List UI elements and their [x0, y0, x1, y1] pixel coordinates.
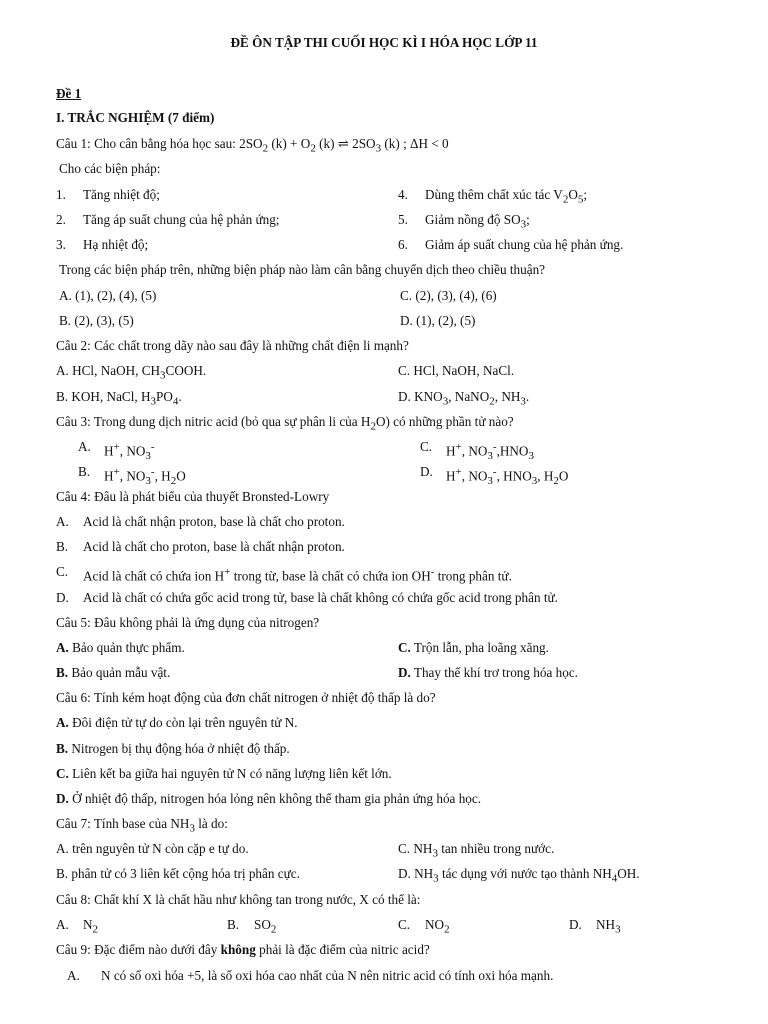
question-9-option-a-label: A.	[67, 968, 80, 983]
question-6-option-d: D. Ở nhiệt độ thấp, nitrogen hóa lỏng nên không thể tham gia phản ứng hóa học.	[56, 791, 482, 806]
measure-6-number: 6.	[398, 237, 408, 252]
question-3-option-b-label: B.	[78, 464, 91, 479]
question-4-option-d-label: D.	[56, 590, 69, 605]
question-7-option-b: B. phân tử có 3 liên kết cộng hóa trị phân cực.	[56, 866, 300, 881]
question-8-stem: Câu 8: Chất khí X là chất hầu như không tan trong nước, X có thể là:	[56, 892, 421, 907]
question-3-stem: Câu 3: Trong dung dịch nitric acid (bỏ qua sự phân li của $H_2O$) có những phần tử nào?	[56, 414, 514, 433]
question-4-stem: Câu 4: Đâu là phát biểu của thuyết Bronsted-Lowry	[56, 489, 330, 504]
question-6-stem: Câu 6: Tính kém hoạt động của đơn chất nitrogen ở nhiệt độ thấp là do?	[56, 690, 436, 705]
question-2-option-c: C. HCl, NaOH, NaCl.	[398, 363, 515, 378]
measure-3: Hạ nhiệt độ;	[83, 237, 149, 252]
question-8-option-b: $SO_2$	[254, 917, 277, 936]
question-5-stem: Câu 5: Đâu không phải là ứng dụng của nitrogen?	[56, 615, 320, 630]
question-3-option-d: H+, $NO_3^-$, $HNO_3$, $H_2O$	[446, 466, 569, 488]
question-6-option-b: B. Nitrogen bị thụ động hóa ở nhiệt độ thấp.	[56, 741, 290, 756]
question-3-option-a-label: A.	[78, 439, 91, 454]
section-heading: I. TRẮC NGHIỆM (7 điểm)	[56, 110, 215, 125]
measure-5-number: 5.	[398, 212, 408, 227]
question-8-option-d: $NH_3$	[596, 917, 621, 936]
measure-2: Tăng áp suất chung của hệ phản ứng;	[83, 212, 280, 227]
question-3-option-c-label: C.	[420, 439, 433, 454]
question-4-option-c-label: C.	[56, 564, 69, 579]
measure-3-number: 3.	[56, 237, 66, 252]
measure-4: Dùng thêm chất xúc tác $V_2O_5$;	[425, 187, 588, 206]
question-6-option-c: C. Liên kết ba giữa hai nguyên tử N có năng lượng liên kết lớn.	[56, 766, 392, 781]
question-4-option-c: Acid là chất có chứa ion H+ trong từ, base là chất có chứa ion OH- trong phân tử.	[83, 566, 512, 584]
question-3-option-a: H+, $NO_3^-$	[104, 441, 155, 463]
question-8-option-c: $NO_2$	[425, 917, 450, 936]
question-2-stem: Câu 2: Các chất trong dãy nào sau đây là những chất điện li mạnh?	[56, 338, 409, 353]
question-8-option-a-label: A.	[56, 917, 69, 932]
question-1-prompt: Trong các biện pháp trên, những biện pháp nào làm cân bằng chuyển dịch theo chiều thuận?	[59, 262, 546, 277]
measure-4-number: 4.	[398, 187, 408, 202]
question-2-option-b: B. KOH, NaCl, $H_3PO_4$.	[56, 389, 182, 408]
question-4-option-a: Acid là chất nhận proton, base là chất cho proton.	[83, 514, 345, 529]
question-5-option-d: D. Thay thế khí trơ trong hóa học.	[398, 665, 578, 680]
question-3-option-c: H+, $NO_3^-,HNO_3$	[446, 441, 534, 463]
question-1-stem: Câu 1: Cho cân bằng hóa học sau: $2SO_2$ $(k) + O_2$ (k) ⇌ $2SO_3$ (k) ; ΔH < 0	[56, 136, 449, 155]
measure-6: Giảm áp suất chung của hệ phản ứng.	[425, 237, 624, 252]
question-7-stem: Câu 7: Tính base của $NH_3$ là do:	[56, 816, 228, 835]
question-5-option-b: B. Bảo quản mẫu vật.	[56, 665, 171, 680]
exam-number: Đề 1	[56, 86, 82, 101]
measures-intro: Cho các biện pháp:	[59, 161, 161, 176]
question-7-option-a: A. trên nguyên tử N còn cặp e tự do.	[56, 841, 249, 856]
question-2-option-a: A. HCl, NaOH, $CH_3COOH$.	[56, 363, 207, 382]
question-1-option-c: C. (2), (3), (4), (6)	[400, 288, 497, 303]
question-3-option-d-label: D.	[420, 464, 433, 479]
question-5-option-c: C. Trộn lẫn, pha loãng xăng.	[398, 640, 549, 655]
question-7-option-d: D. $NH_3$ tác dụng với nước tạo thành $NH_4OH$.	[398, 866, 640, 885]
question-4-option-d: Acid là chất có chứa gốc acid trong tử, base là chất không có chứa gốc acid trong phân tử.	[83, 590, 558, 605]
document-title: ĐỀ ÔN TẬP THI CUỐI HỌC KÌ I HÓA HỌC LỚP 11	[230, 35, 538, 50]
question-4-option-b-label: B.	[56, 539, 69, 554]
question-6-option-a: A. Đôi điện tử tự do còn lại trên nguyên tử N.	[56, 715, 298, 730]
question-1-option-d: D. (1), (2), (5)	[400, 313, 476, 328]
question-4-option-a-label: A.	[56, 514, 69, 529]
question-9-option-a: N có số oxi hóa +5, là số oxi hóa cao nhất của N nên nitric acid có tính oxi hóa mạnh.	[101, 968, 554, 983]
measure-5: Giảm nồng độ $SO_3$;	[425, 212, 530, 231]
question-8-option-b-label: B.	[227, 917, 240, 932]
question-2-option-d: D. $KNO_3$, NaNO$_2$, $NH_3$.	[398, 389, 530, 408]
question-4-option-b: Acid là chất cho proton, base là chất nhận proton.	[83, 539, 345, 554]
question-3-option-b: H+, $NO_3^-$, $H_2O$	[104, 466, 186, 488]
question-1-option-b: B. (2), (3), (5)	[59, 313, 134, 328]
question-9-stem: Câu 9: Đặc điểm nào dưới đây không phải là đặc điểm của nitric acid?	[56, 942, 430, 957]
measure-2-number: 2.	[56, 212, 66, 227]
measure-1-number: 1.	[56, 187, 66, 202]
question-8-option-c-label: C.	[398, 917, 411, 932]
question-5-option-a: A. Bảo quản thực phẩm.	[56, 640, 185, 655]
question-8-option-a: $N_2$	[83, 917, 99, 936]
question-1-option-a: A. (1), (2), (4), (5)	[59, 288, 157, 303]
question-7-option-c: C. $NH_3$ tan nhiều trong nước.	[398, 841, 555, 860]
question-8-option-d-label: D.	[569, 917, 582, 932]
measure-1: Tăng nhiệt độ;	[83, 187, 160, 202]
